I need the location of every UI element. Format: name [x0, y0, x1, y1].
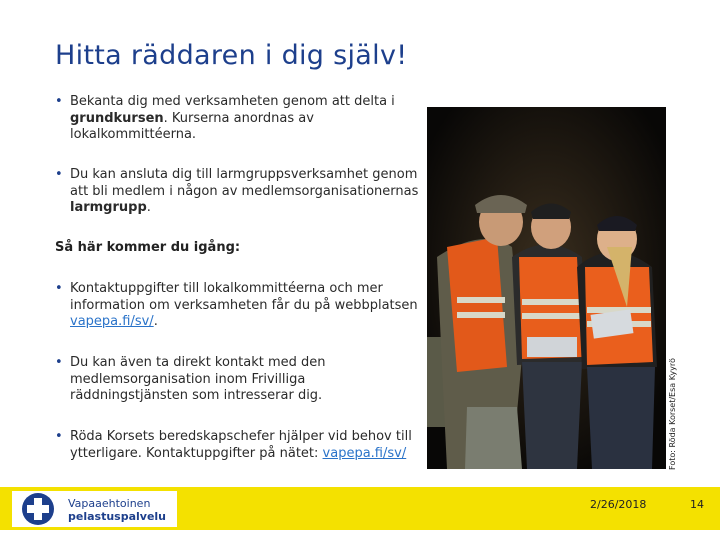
vapepa-link[interactable]: vapepa.fi/sv/	[322, 445, 407, 461]
bullet-bold-text: larmgrupp	[70, 200, 147, 215]
photo-credit: Foto: Röda Korset/Esa Kyyrö	[668, 358, 677, 470]
cross-emblem-icon	[20, 491, 56, 527]
bullet-marker: •	[55, 355, 63, 370]
bullet-alarm-group	[55, 167, 425, 217]
organization-logo	[12, 491, 177, 527]
bullet-contact-info	[55, 281, 425, 331]
section-subheading: Så här kommer du igång:	[55, 240, 241, 255]
bullet-text: .	[153, 314, 158, 329]
bullet-direct-contact	[55, 355, 425, 405]
volunteers-illustration	[427, 107, 666, 469]
bullet-text: Du kan ansluta dig till larmgruppsverksamhet genom att bli medlem i någon av medlemsorganisationernas	[70, 167, 419, 199]
bullet-marker: •	[55, 281, 63, 296]
bullet-red-cross	[55, 429, 425, 462]
bullet-text: Bekanta dig med verksamheten genom att delta i	[70, 94, 395, 109]
bullet-marker: •	[55, 429, 63, 444]
slide-title: Hitta räddaren i dig själv!	[55, 40, 408, 71]
volunteers-photo	[427, 107, 666, 469]
bullet-text: Röda Korsets beredskapschefer hjälper vid behov till ytterligare. Kontaktuppgifter på nätet:	[70, 429, 412, 461]
slide-date: 2/26/2018	[590, 498, 647, 511]
bullet-text: . Kurserna anordnas av lokalkommittéerna.	[70, 110, 314, 142]
bullet-marker: •	[55, 167, 63, 182]
logo-text-line2: pelastuspalvelu	[68, 510, 167, 523]
bullet-marker: •	[55, 94, 63, 109]
slide-page-number: 14	[690, 498, 704, 511]
bullet-text: .	[146, 200, 151, 215]
bullet-intro-course	[55, 94, 425, 144]
vapepa-link[interactable]: vapepa.fi/sv/	[70, 314, 154, 329]
bullet-bold-text: grundkursen	[70, 110, 164, 126]
bullet-text: Du kan även ta direkt kontakt med den medlemsorganisation inom Frivilliga räddningstjänsten som intresserar dig.	[70, 355, 326, 403]
bullet-text: Kontaktuppgifter till lokalkommittéerna och mer information om verksamheten får du på webbplatsen	[70, 281, 418, 313]
logo-text-line1: Vapaaehtoinen	[68, 497, 151, 510]
